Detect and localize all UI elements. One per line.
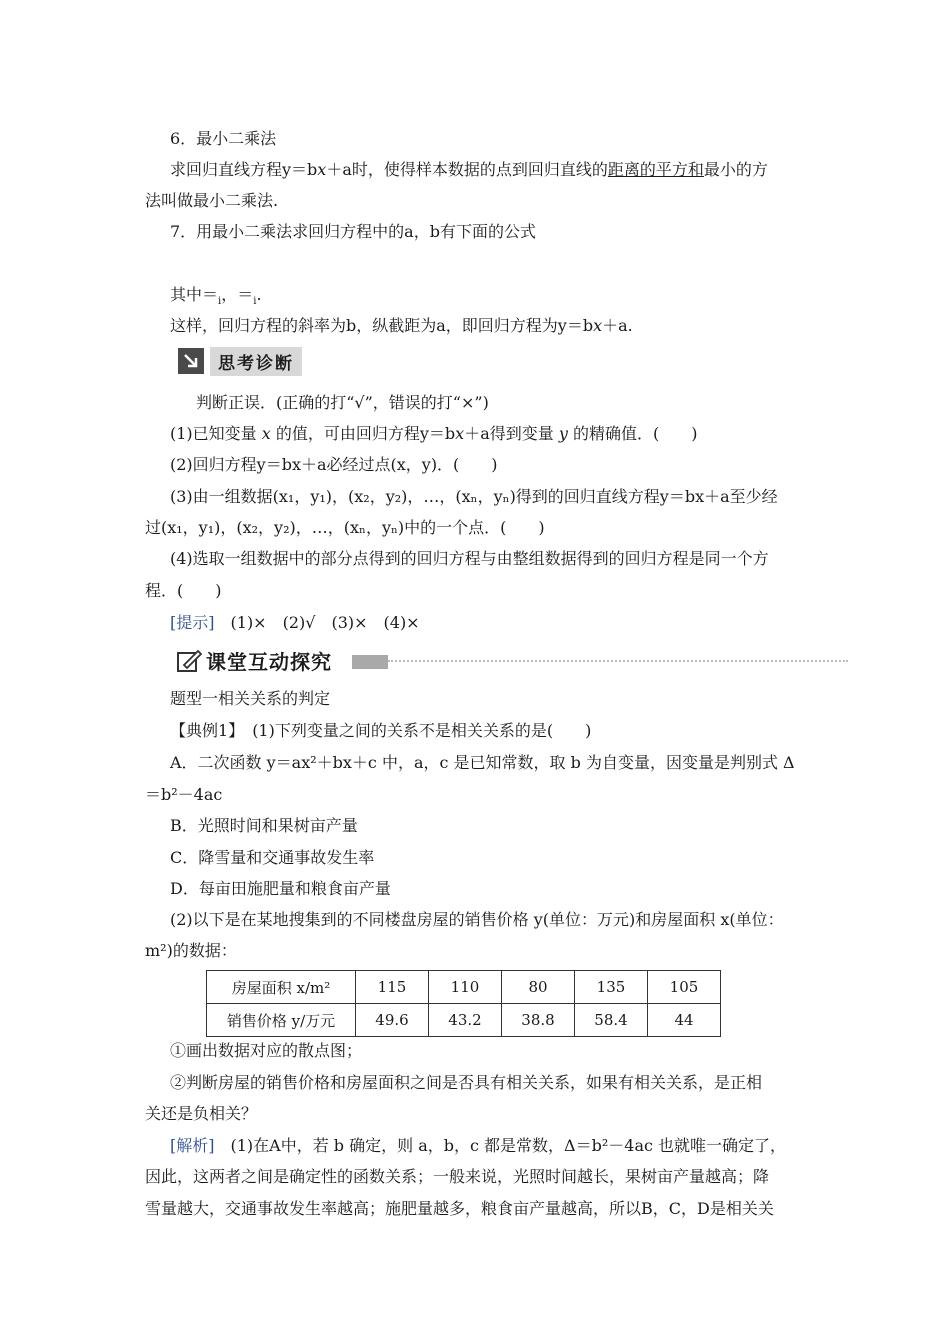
underlined-term: 距离的平方和 [607, 160, 704, 179]
example-1-question: 【典例1】 (1)下列变量之间的关系不是相关关系的是( ) [170, 721, 592, 740]
task-2-line2: 关还是负相关？ [145, 1104, 258, 1123]
hint-answers: (1)× (2)√ (3)× (4)× [230, 613, 420, 632]
option-a-line2: ＝b²－4ac [145, 785, 223, 804]
task-1: ①画出数据对应的散点图； [170, 1041, 363, 1060]
table-cell: 105 [648, 971, 721, 1004]
option-d: D．每亩田施肥量和粮食亩产量 [170, 879, 391, 898]
table-cell: 115 [356, 971, 429, 1004]
table-row-header: 房屋面积 x/m² [207, 971, 356, 1004]
table-cell: 135 [575, 971, 648, 1004]
housing-data-table [206, 970, 721, 1037]
table-row [207, 971, 721, 1004]
task-2-line1: ②判断房屋的销售价格和房屋面积之间是否具有相关关系，如果有相关关系，是正相 [170, 1073, 763, 1092]
table-row [207, 1004, 721, 1037]
question-2-line1: (2)以下是在某地搜集到的不同楼盘房屋的销售价格 y(单位：万元)和房屋面积 x(单位： [170, 910, 784, 929]
classroom-interaction-banner [176, 645, 848, 675]
analysis-line3: 雪量越大，交通事故发生率越高；施肥量越多，粮食亩产量越高，所以B，C，D是相关关 [145, 1199, 774, 1218]
judge-item-4-line2: 程．( ) [145, 581, 222, 600]
classroom-title: 课堂互动探究 [206, 650, 332, 674]
table-cell: 44 [648, 1004, 721, 1037]
judge-item-3-line2: 过(x₁，y₁)，(x₂，y₂)，…，(xₙ，yₙ)中的一个点．( ) [145, 518, 545, 537]
table-cell: 110 [429, 971, 502, 1004]
judge-item-3-line1: (3)由一组数据(x₁，y₁)，(x₂，y₂)，…，(xₙ，yₙ)得到的回归直线方程y＝bx＋a至少经 [170, 487, 778, 506]
table-cell: 80 [502, 971, 575, 1004]
option-a-line1: A．二次函数 y＝ax²＋bx＋c 中，a，c 是已知常数，取 b 为自变量，因变量是判别式 Δ [170, 753, 795, 772]
option-b: B．光照时间和果树亩产量 [170, 816, 358, 835]
judge-intro: 判断正误．(正确的打“√”，错误的打“×”) [196, 393, 489, 412]
banner-gray-block [352, 655, 388, 669]
judge-item-1: (1)已知变量 x 的值，可由回归方程y＝bx＋a得到变量 y 的精确值．( ) [170, 424, 698, 443]
option-c: C．降雪量和交通事故发生率 [170, 848, 375, 867]
think-diagnosis-banner [178, 347, 302, 375]
section-7-heading: 7．用最小二乘法求回归方程中的a，b有下面的公式 [170, 222, 536, 241]
arrow-down-right-icon [178, 348, 204, 374]
section-6-paragraph-line2: 法叫做最小二乘法. [145, 191, 279, 210]
table-cell: 43.2 [429, 1004, 502, 1037]
analysis-line2: 因此，这两者之间是确定性的函数关系；一般来说，光照时间越长，果树亩产量越高；降 [145, 1167, 770, 1186]
hint-label: [提示] [170, 613, 215, 632]
judge-item-4-line1: (4)选取一组数据中的部分点得到的回归方程与由整组数据得到的回归方程是同一个方 [170, 549, 769, 568]
table-cell: 38.8 [502, 1004, 575, 1037]
section-6-paragraph-line1: 求回归直线方程y＝bx＋a时，使得样本数据的点到回归直线的距离的平方和最小的方 [170, 160, 768, 179]
banner-dotted-line [388, 660, 848, 662]
analysis-label: [解析] [170, 1136, 215, 1155]
hint-line [170, 612, 420, 634]
section-6-heading: 6．最小二乘法 [170, 129, 277, 148]
judge-item-2: (2)回归方程y＝bx＋a必经过点(x，y)．( ) [170, 455, 498, 474]
table-row-header: 销售价格 y/万元 [207, 1004, 356, 1037]
table-cell: 49.6 [356, 1004, 429, 1037]
regression-summary-line: 这样，回归方程的斜率为b，纵截距为a，即回归方程为y＝bx＋a. [170, 316, 633, 335]
question-2-line2: m²)的数据： [145, 941, 237, 960]
analysis-line1: [解析] (1)在A中，若 b 确定，则 a，b，c 都是常数，Δ＝b²－4ac 也就唯一确定了， [170, 1136, 787, 1155]
table-cell: 58.4 [575, 1004, 648, 1037]
formula-where-line: 其中$=_i$，$=_i$. [170, 285, 262, 308]
pencil-frame-icon [176, 647, 202, 673]
think-diagnosis-title: 思考诊断 [210, 347, 302, 376]
type-1-heading: 题型一相关关系的判定 [170, 689, 331, 708]
